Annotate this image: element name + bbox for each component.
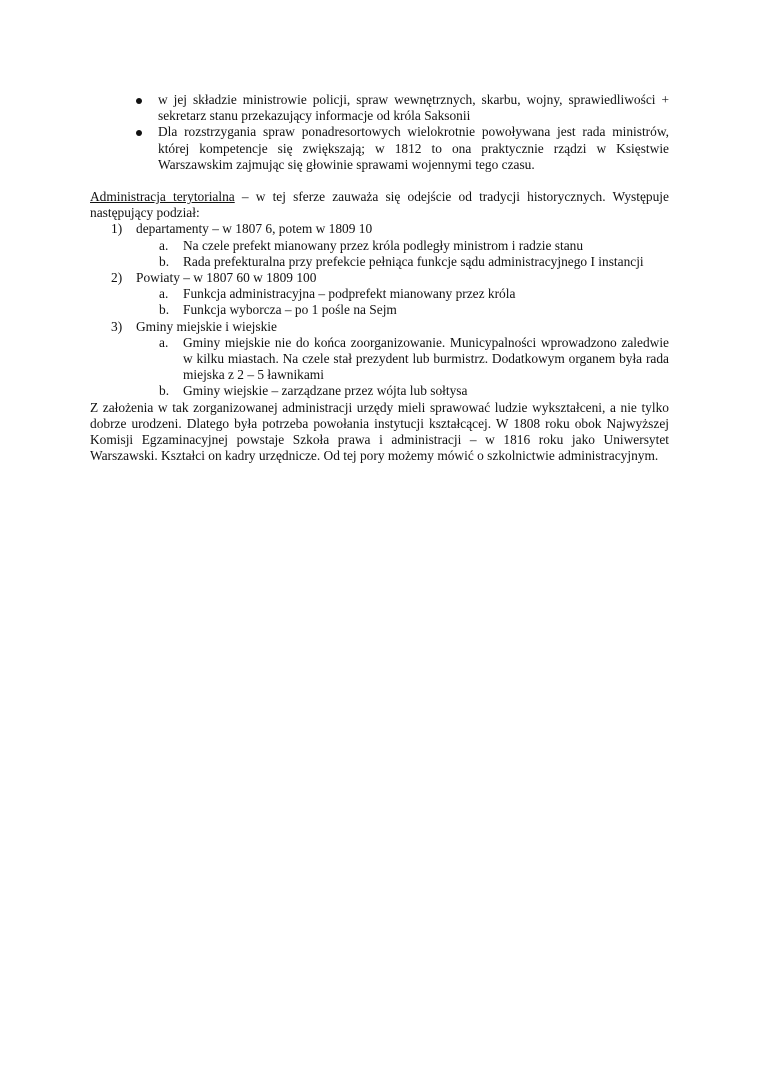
subitem xyxy=(90,254,669,270)
subitem-letter: a. xyxy=(159,286,169,302)
division-number: 2) xyxy=(111,270,123,286)
subitem xyxy=(90,286,669,302)
paragraph-gap xyxy=(90,173,669,189)
subitem-text: Na czele prefekt mianowany przez króla podległy ministrom i radzie stanu xyxy=(183,237,584,253)
subitem-letter: a. xyxy=(159,237,169,253)
subitem-letter: a. xyxy=(159,334,169,350)
division-title-row xyxy=(90,270,669,286)
subitem-letter: b. xyxy=(159,383,170,399)
division-list xyxy=(90,221,669,399)
division-number: 3) xyxy=(111,318,123,334)
subitem-text: Funkcja wyborcza – po 1 pośle na Sejm xyxy=(183,302,397,318)
bullet-text: w jej składzie ministrowie policji, spraw wewnętrznych, skarbu, wojny, sprawiedliwości + sekretarz stanu przekazujący informacje od króla Saksonii xyxy=(158,92,669,124)
division-title: Powiaty – w 1807 60 w 1809 100 xyxy=(136,270,317,286)
subitem-text: Gminy wiejskie – zarządzane przez wójta lub sołtysa xyxy=(183,383,468,399)
document-page xyxy=(90,92,669,464)
intro-text: – w tej sferze zauważa się odejście od tradycji historycznych. Występuje następujący podział: xyxy=(90,189,669,221)
bullet-text: Dla rozstrzygania spraw ponadresortowych wielokrotnie powoływana jest rada ministrów, której kompetencje się zwiększają; w 1812 to ona praktycznie rządzi w Księstwie Warszawskim zajmując się głowinie sprawami wojennymi tego czasu. xyxy=(158,124,669,172)
subitem-letter: b. xyxy=(159,302,170,318)
subitem xyxy=(90,302,669,318)
division-item xyxy=(90,270,669,319)
division-item xyxy=(90,221,669,270)
subitem xyxy=(90,383,669,399)
subitem xyxy=(90,238,669,254)
bullet-item xyxy=(90,124,669,173)
intro-paragraph xyxy=(90,189,669,221)
subitem-letter: b. xyxy=(159,253,170,269)
subitem-text: Funkcja administracyjna – podprefekt mianowany przez króla xyxy=(183,286,516,302)
bullet-dot-icon xyxy=(136,130,142,136)
subitem xyxy=(90,335,669,384)
division-title: departamenty – w 1807 6, potem w 1809 10 xyxy=(136,221,373,237)
subitem-list xyxy=(90,238,669,270)
division-number: 1) xyxy=(111,221,123,237)
bullet-item xyxy=(90,92,669,124)
subitem-list xyxy=(90,335,669,400)
subitem-text: Rada prefekturalna przy prefekcie pełniąca funkcje sądu administracyjnego I instancji xyxy=(183,253,644,269)
division-item xyxy=(90,319,669,400)
closing-paragraph: Z założenia w tak zorganizowanej administracji urzędy mieli sprawować ludzie wykształceni, a nie tylko dobrze urodzeni. Dlatego była potrzeba powołania instytucji kształcącej. W 1808 roku obok Najwyższej Komisji Egzaminacyjnej powstaje Szkoła prawa i administracji – w 1816 roku jako Uniwersytet Warszawski. Kształci on kadry urzędnicze. Od tej pory możemy mówić o szkolnictwie administracyjnym. xyxy=(90,399,669,464)
subitem-text: Gminy miejskie nie do końca zoorganizowanie. Municypalności wprowadzono zaledwie w kilku miastach. Na czele stał prezydent lub burmistrz. Dodatkowym organem była rada miejska z 2 – 5 ławnikami xyxy=(183,334,669,383)
bullet-dot-icon xyxy=(136,98,142,104)
division-title: Gminy miejskie i wiejskie xyxy=(136,318,277,334)
bullet-list xyxy=(90,92,669,173)
subitem-list xyxy=(90,286,669,318)
division-title-row xyxy=(90,221,669,237)
section-heading: Administracja terytorialna xyxy=(90,189,235,205)
division-title-row xyxy=(90,319,669,335)
